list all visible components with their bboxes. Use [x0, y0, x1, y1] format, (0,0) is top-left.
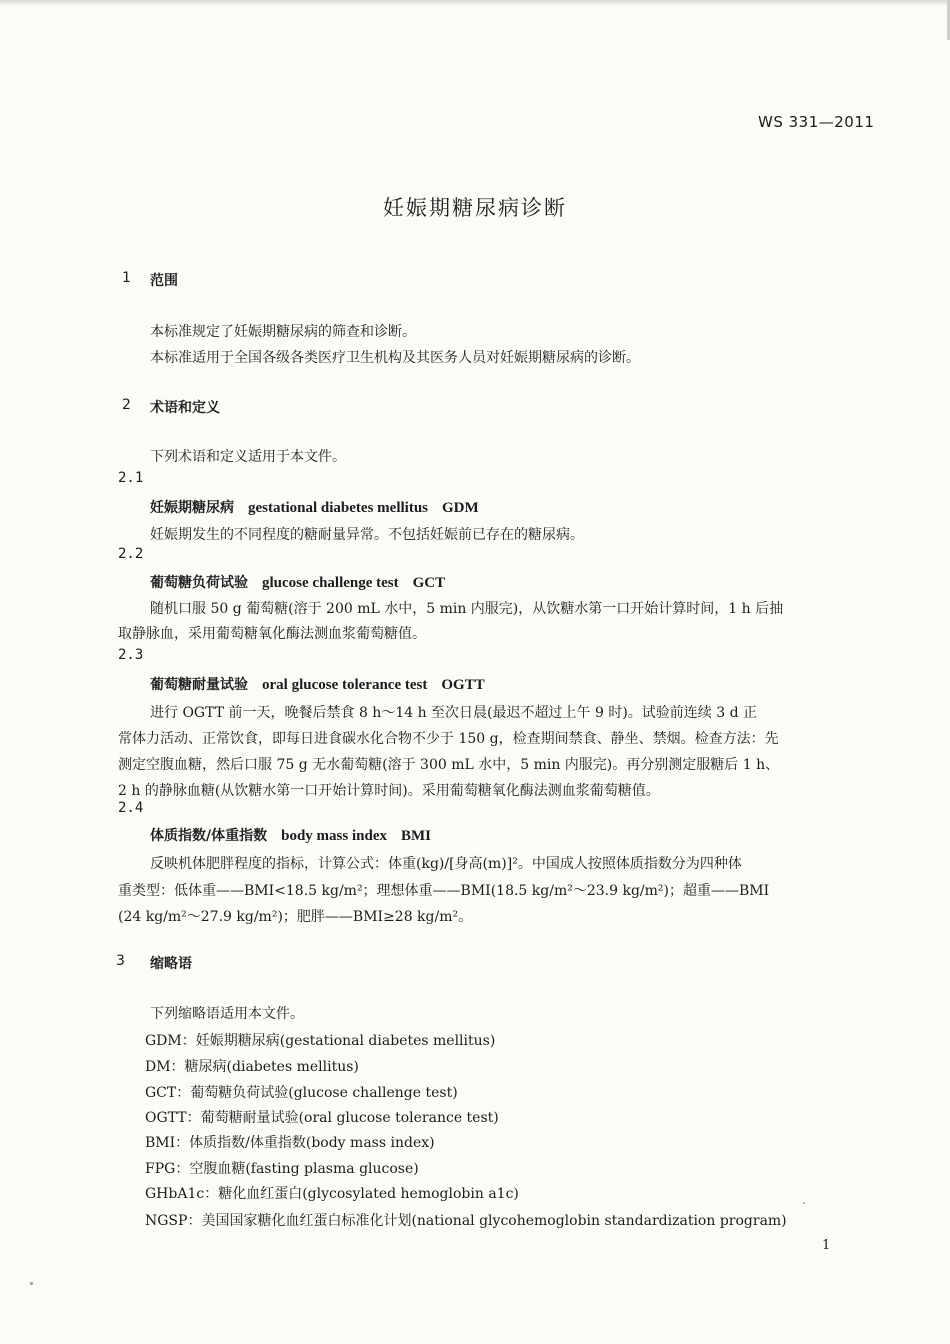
standard-number: WS 331—2011 — [758, 113, 875, 131]
abbreviation-item: GDM：妊娠期糖尿病(gestational diabetes mellitus) — [145, 1033, 496, 1049]
abbreviation-item: DM：糖尿病(diabetes mellitus) — [145, 1059, 359, 1075]
term-zh: 妊娠期糖尿病 — [150, 500, 234, 516]
subsection-number: 2.2 — [118, 546, 144, 562]
section-1-paragraph: 本标准适用于全国各级各类医疗卫生机构及其医务人员对妊娠期糖尿病的诊断。 — [150, 350, 640, 366]
subsection-number: 2.1 — [118, 470, 144, 486]
section-2-number: 2 — [122, 397, 131, 413]
abbreviation-item: GCT：葡萄糖负荷试验(glucose challenge test) — [145, 1085, 458, 1101]
document-title: 妊娠期糖尿病诊断 — [383, 196, 567, 220]
section-3-title: 缩略语 — [150, 956, 192, 972]
term-definition: 妊娠期发生的不同程度的糖耐量异常。不包括妊娠前已存在的糖尿病。 — [150, 527, 584, 543]
term-definition: (24 kg/m²～27.9 kg/m²)；肥胖——BMI≥28 kg/m²。 — [118, 909, 473, 925]
term-definition: 取静脉血，采用葡萄糖氧化酶法测血浆葡萄糖值。 — [118, 626, 426, 642]
term-abbr: OGTT — [441, 677, 485, 693]
abbreviation-item: NGSP：美国国家糖化血红蛋白标准化计划(national glycohemoglobin standardization program) — [145, 1213, 787, 1229]
scan-edge — [0, 0, 950, 6]
term-heading — [150, 572, 445, 592]
section-2-intro: 下列术语和定义适用于本文件。 — [150, 449, 346, 465]
page-number: 1 — [822, 1238, 831, 1253]
term-definition: 反映机体肥胖程度的指标，计算公式：体重(kg)/[身高(m)]²。中国成人按照体质指数分为四种体 — [150, 856, 742, 872]
term-definition: 常体力活动、正常饮食，即每日进食碳水化合物不少于 150 g，检查期间禁食、静坐、禁烟。检查方法：先 — [118, 731, 779, 747]
abbreviation-item: FPG：空腹血糖(fasting plasma glucose) — [145, 1161, 419, 1177]
section-1-paragraph: 本标准规定了妊娠期糖尿病的筛查和诊断。 — [150, 324, 416, 340]
term-zh: 葡萄糖负荷试验 — [150, 575, 248, 591]
term-definition: 2 h 的静脉血糖(从饮糖水第一口开始计算时间)。采用葡萄糖氧化酶法测血浆葡萄糖值。 — [118, 783, 660, 799]
abbreviation-item: GHbA1c：糖化血红蛋白(glycosylated hemoglobin a1c) — [145, 1186, 519, 1202]
section-3-intro: 下列缩略语适用本文件。 — [150, 1006, 304, 1022]
section-1-number: 1 — [122, 270, 131, 286]
term-abbr: GCT — [412, 575, 446, 591]
term-definition: 随机口服 50 g 葡萄糖(溶于 200 mL 水中，5 min 内服完)，从饮糖水第一口开始计算时间，1 h 后抽 — [150, 601, 784, 617]
section-1-title: 范围 — [150, 273, 178, 289]
term-en: gestational diabetes mellitus — [248, 500, 428, 516]
term-abbr: BMI — [401, 828, 431, 844]
scan-speck — [30, 1282, 33, 1285]
term-zh: 葡萄糖耐量试验 — [150, 677, 248, 693]
term-heading — [150, 674, 485, 694]
term-definition: 进行 OGTT 前一天，晚餐后禁食 8 h～14 h 至次日晨(最迟不超过上午 9 时)。试验前连续 3 d 正 — [150, 705, 758, 721]
term-en: oral glucose tolerance test — [262, 677, 428, 693]
term-definition: 重类型：低体重——BMI<18.5 kg/m²；理想体重——BMI(18.5 kg/m²～23.9 kg/m²)；超重——BMI — [118, 883, 770, 899]
section-2-title: 术语和定义 — [150, 400, 220, 416]
term-heading — [150, 497, 479, 517]
term-en: glucose challenge test — [262, 575, 399, 591]
term-zh: 体质指数/体重指数 — [150, 828, 268, 844]
term-en: body mass index — [281, 828, 387, 844]
abbreviation-item: BMI：体质指数/体重指数(body mass index) — [145, 1135, 435, 1151]
term-abbr: GDM — [442, 500, 479, 516]
subsection-number: 2.4 — [118, 800, 144, 816]
term-heading — [150, 825, 431, 845]
scan-speck — [803, 1202, 805, 1204]
section-3-number: 3 — [116, 953, 125, 969]
subsection-number: 2.3 — [118, 647, 144, 663]
term-definition: 测定空腹血糖，然后口服 75 g 无水葡萄糖(溶于 300 mL 水中，5 min 内服完)。再分别测定服糖后 1 h、 — [118, 757, 780, 773]
abbreviation-item: OGTT：葡萄糖耐量试验(oral glucose tolerance test) — [145, 1110, 499, 1126]
